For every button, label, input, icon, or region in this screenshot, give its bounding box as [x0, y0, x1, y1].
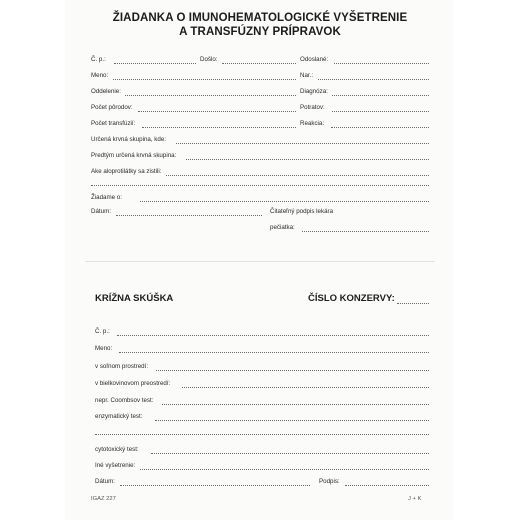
pocet-porodov-field[interactable] [138, 111, 296, 112]
cm-meno-field[interactable] [119, 352, 429, 353]
cm-meno-label: Meno: [95, 345, 113, 352]
aloprotilatky-field[interactable] [166, 175, 429, 176]
datum-label: Dátum: [91, 208, 111, 215]
aloprotilatky-label: Ake aloprotilátky sa zistili: [91, 168, 162, 175]
solny-label: v soľnom prostredí: [95, 363, 149, 370]
predtym-skupina-field[interactable] [186, 159, 429, 160]
coombs-field[interactable] [162, 404, 429, 405]
unit-number-heading: ČÍSLO KONZERVY: [308, 293, 395, 304]
cm-datum-field[interactable] [120, 485, 310, 486]
cm-cp-label: Č. p.: [95, 328, 110, 335]
cm-cp-field[interactable] [117, 335, 429, 336]
odoslane-field[interactable] [334, 63, 429, 64]
odoslane-label: Odoslané: [300, 56, 329, 63]
bielkovinovy-field[interactable] [182, 387, 429, 388]
form-sheet [65, 0, 453, 520]
ziadame-label: Žiadame o: [91, 194, 122, 201]
oddelenie-label: Oddelenie: [91, 88, 121, 95]
form-title-line2: A TRANSFÚZNY PRÍPRAVOK [179, 26, 341, 38]
unit-number-field[interactable] [397, 303, 429, 304]
bielkovinovy-label: v bielkovinovom preostredí: [95, 380, 171, 387]
potratov-field[interactable] [332, 111, 429, 112]
solny-field[interactable] [156, 370, 429, 371]
cm-podpis-label: Podpis: [319, 478, 340, 485]
doslo-field[interactable] [222, 63, 296, 64]
form-code: IGAZ 227 [91, 496, 116, 502]
potratov-label: Potratov: [300, 104, 325, 111]
diagnoza-label: Diagnóza: [300, 88, 328, 95]
oddelenie-field[interactable] [125, 95, 296, 96]
cp-field[interactable] [114, 63, 196, 64]
meno-label: Meno: [91, 72, 109, 79]
cm-datum-label: Dátum: [95, 478, 115, 485]
podpis-lekara-label: Čitateľný podpis lekára [270, 208, 334, 215]
nar-field[interactable] [318, 79, 429, 80]
peciatka-label: pečiatka: [270, 224, 295, 231]
pocet-porodov-label: Počet pôrodov: [91, 104, 133, 111]
pocet-transfuzii-label: Počet transfúzií: [91, 120, 136, 127]
predtym-skupina-label: Predtým určená krvná skupina: [91, 152, 177, 159]
urcena-skupina-field[interactable] [176, 143, 429, 144]
urcena-skupina-label: Určená krvná skupina, kde: [91, 136, 166, 143]
crossmatch-heading: KRÍŽNA SKÚŠKA [95, 293, 174, 304]
pocet-transfuzii-field[interactable] [142, 127, 296, 128]
cytotoxicky-field[interactable] [151, 453, 429, 454]
doslo-label: Došlo: [200, 56, 218, 63]
enzymaticky-field-line2[interactable] [95, 434, 429, 435]
enzymaticky-label: enzymatický test: [95, 413, 143, 420]
aloprotilatky-field-line2[interactable] [91, 185, 429, 186]
ziadame-field[interactable] [140, 201, 429, 202]
cytotoxicky-label: cytotoxický test: [95, 446, 139, 453]
peciatka-field[interactable] [302, 231, 429, 232]
diagnoza-field[interactable] [332, 95, 429, 96]
meno-field[interactable] [113, 79, 296, 80]
datum-field[interactable] [116, 215, 262, 216]
ine-field[interactable] [140, 469, 429, 470]
coombs-label: nepr. Coombsov test: [95, 397, 154, 404]
section-divider [85, 261, 435, 262]
reakcia-label: Reakcia: [300, 120, 325, 127]
ine-label: Iné vyšetrenie: [95, 462, 136, 469]
enzymaticky-field[interactable] [155, 420, 429, 421]
reakcia-field[interactable] [331, 127, 429, 128]
printer-mark: J + K [408, 496, 422, 502]
cm-podpis-field[interactable] [345, 485, 429, 486]
cp-label: Č. p.: [91, 56, 106, 63]
form-title-line1: ŽIADANKA O IMUNOHEMATOLOGICKÉ VYŠETRENIE [112, 12, 408, 24]
nar-label: Nar.: [300, 72, 314, 79]
